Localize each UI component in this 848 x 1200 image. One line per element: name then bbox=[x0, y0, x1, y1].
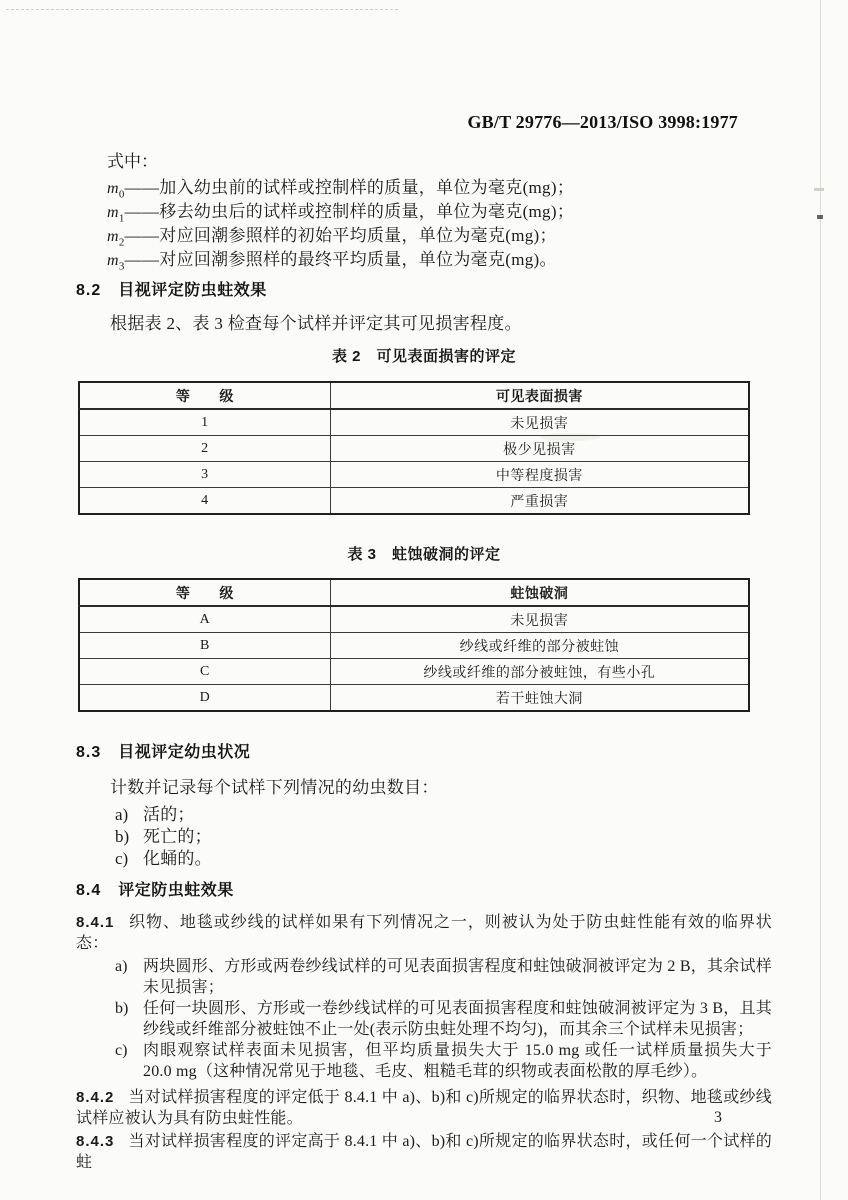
grade-cell: D bbox=[79, 685, 330, 712]
variable-subscript: 3 bbox=[118, 260, 125, 273]
clause-text: 当对试样损害程度的评定低于 8.4.1 中 a)、b)和 c)所规定的临界状态时，织物、地毯或纱线试样应被认为具有防虫蛀性能。 bbox=[76, 1089, 772, 1127]
list-text: 死亡的； bbox=[143, 827, 212, 846]
page-number: 3 bbox=[714, 1109, 722, 1126]
table-header-grade: 等 级 bbox=[79, 579, 330, 606]
variable-description: ——移去幼虫后的试样或控制样的质量，单位为毫克(mg)； bbox=[124, 202, 575, 221]
list-text: 肉眼观察试样表面未见损害，但平均质量损失大于 15.0 mg 或任一试样质量损失大于 20.0 mg（这种情况常见于地毯、毛皮、粗糙毛茸的织物或表面松散的厚毛纱）。 bbox=[143, 1042, 772, 1080]
clause-number: 8.4.1 bbox=[76, 914, 115, 931]
table-row bbox=[79, 659, 749, 685]
list-text: 任何一块圆形、方形或一卷纱线试样的可见表面损害程度和蛀蚀破洞被评定为 3 B，且其纱线或纤维部分被蛀蚀不止一处(表示防虫蛀处理不均匀)，而其余三个试样未见损害； bbox=[143, 1000, 772, 1038]
list-text: 活的； bbox=[143, 805, 195, 824]
variable-subscript: 2 bbox=[118, 236, 125, 249]
variable-symbol: m bbox=[107, 228, 119, 245]
section-8-3-paragraph: 计数并记录每个试样下列情况的幼虫数目： bbox=[110, 778, 439, 797]
formula-key-line bbox=[107, 224, 772, 248]
table-header-damage: 可见表面损害 bbox=[330, 382, 749, 409]
grade-cell: A bbox=[79, 606, 330, 633]
critical-state-list bbox=[115, 956, 772, 1082]
grade-cell: 4 bbox=[79, 488, 330, 515]
list-item bbox=[115, 826, 772, 848]
grade-cell: 2 bbox=[79, 436, 330, 462]
list-item bbox=[115, 804, 772, 826]
table-header-grade: 等 级 bbox=[79, 382, 330, 409]
list-text: 化蛹的。 bbox=[143, 849, 212, 868]
variable-symbol: m bbox=[107, 252, 119, 269]
grade-cell: C bbox=[79, 659, 330, 685]
damage-cell: 严重损害 bbox=[330, 488, 749, 515]
formula-key-line bbox=[107, 248, 772, 272]
clause-text: 当对试样损害程度的评定高于 8.4.1 中 a)、b)和 c)所规定的临界状态时，或任何一个试样的蛀 bbox=[76, 1133, 772, 1171]
variable-description: ——加入幼虫前的试样或控制样的质量，单位为毫克(mg)； bbox=[124, 178, 575, 197]
clause-number: 8.4.3 bbox=[76, 1133, 115, 1150]
section-title: 目视评定防虫蛀效果 bbox=[118, 282, 267, 299]
section-heading-8-3 bbox=[76, 742, 772, 764]
table-header-row bbox=[79, 382, 749, 409]
table-moth-holes bbox=[78, 578, 750, 712]
table3-caption: 表 3 蛀蚀破洞的评定 bbox=[347, 546, 501, 563]
table2-caption: 表 2 可见表面损害的评定 bbox=[331, 348, 516, 365]
clause-8-4-2 bbox=[76, 1087, 772, 1129]
formula-key-line bbox=[107, 176, 772, 200]
variable-subscript: 1 bbox=[118, 212, 125, 225]
section-number: 8.3 bbox=[76, 744, 102, 761]
table-header-row bbox=[79, 579, 749, 606]
section-number: 8.2 bbox=[76, 282, 102, 299]
table-row bbox=[79, 488, 749, 515]
list-marker: a) bbox=[115, 958, 128, 975]
list-marker: a) bbox=[115, 805, 129, 824]
damage-cell: 中等程度损害 bbox=[330, 462, 749, 488]
list-marker: b) bbox=[115, 1000, 129, 1017]
holes-cell: 纱线或纤维的部分被蛀蚀，有些小孔 bbox=[330, 659, 749, 685]
holes-cell: 若干蛀蚀大洞 bbox=[330, 685, 749, 712]
list-text: 两块圆形、方形或两卷纱线试样的可见表面损害程度和蛀蚀破洞被评定为 2 B，其余试样未见损害； bbox=[143, 958, 772, 996]
section-heading-8-4 bbox=[76, 880, 772, 902]
section-heading-8-2 bbox=[76, 280, 772, 302]
variable-description: ——对应回潮参照样的最终平均质量，单位为毫克(mg)。 bbox=[124, 250, 557, 269]
damage-cell: 未见损害 bbox=[330, 409, 749, 436]
list-marker: b) bbox=[115, 827, 130, 846]
clause-number: 8.4.2 bbox=[76, 1089, 115, 1106]
table-row bbox=[79, 633, 749, 659]
clause-8-4-1 bbox=[76, 912, 772, 954]
table-row bbox=[79, 685, 749, 712]
table-row bbox=[79, 606, 749, 633]
variable-subscript: 0 bbox=[118, 188, 125, 201]
formula-key-list bbox=[107, 176, 772, 272]
section-number: 8.4 bbox=[76, 882, 102, 899]
list-marker: c) bbox=[115, 849, 129, 868]
section-8-2-paragraph: 根据表 2、表 3 检查每个试样并评定其可见损害程度。 bbox=[110, 314, 522, 333]
table-row bbox=[79, 462, 749, 488]
table-row bbox=[79, 436, 749, 462]
holes-cell: 未见损害 bbox=[330, 606, 749, 633]
standard-number-header: GB/T 29776—2013/ISO 3998:1977 bbox=[467, 112, 738, 132]
list-item bbox=[115, 1040, 772, 1082]
holes-cell: 纱线或纤维的部分被蛀蚀 bbox=[330, 633, 749, 659]
list-marker: c) bbox=[115, 1042, 128, 1059]
clause-8-4-3 bbox=[76, 1131, 772, 1173]
variable-symbol: m bbox=[107, 180, 119, 197]
variable-description: ——对应回潮参照样的初始平均质量，单位为毫克(mg)； bbox=[124, 226, 557, 245]
larvae-status-list bbox=[115, 804, 772, 870]
grade-cell: B bbox=[79, 633, 330, 659]
list-item bbox=[115, 956, 772, 998]
section-title: 评定防虫蛀效果 bbox=[118, 882, 234, 899]
damage-cell: 极少见损害 bbox=[330, 436, 749, 462]
clause-text: 织物、地毯或纱线的试样如果有下列情况之一，则被认为处于防虫蛀性能有效的临界状态： bbox=[76, 914, 772, 952]
table-visible-surface-damage bbox=[78, 381, 750, 515]
section-title: 目视评定幼虫状况 bbox=[118, 744, 251, 761]
list-item bbox=[115, 848, 772, 870]
formula-key-line bbox=[107, 200, 772, 224]
list-item bbox=[115, 998, 772, 1040]
table-row bbox=[79, 409, 749, 436]
grade-cell: 1 bbox=[79, 409, 330, 436]
grade-cell: 3 bbox=[79, 462, 330, 488]
table-header-holes: 蛀蚀破洞 bbox=[330, 579, 749, 606]
variable-symbol: m bbox=[107, 204, 119, 221]
formula-key-intro: 式中： bbox=[107, 152, 158, 171]
